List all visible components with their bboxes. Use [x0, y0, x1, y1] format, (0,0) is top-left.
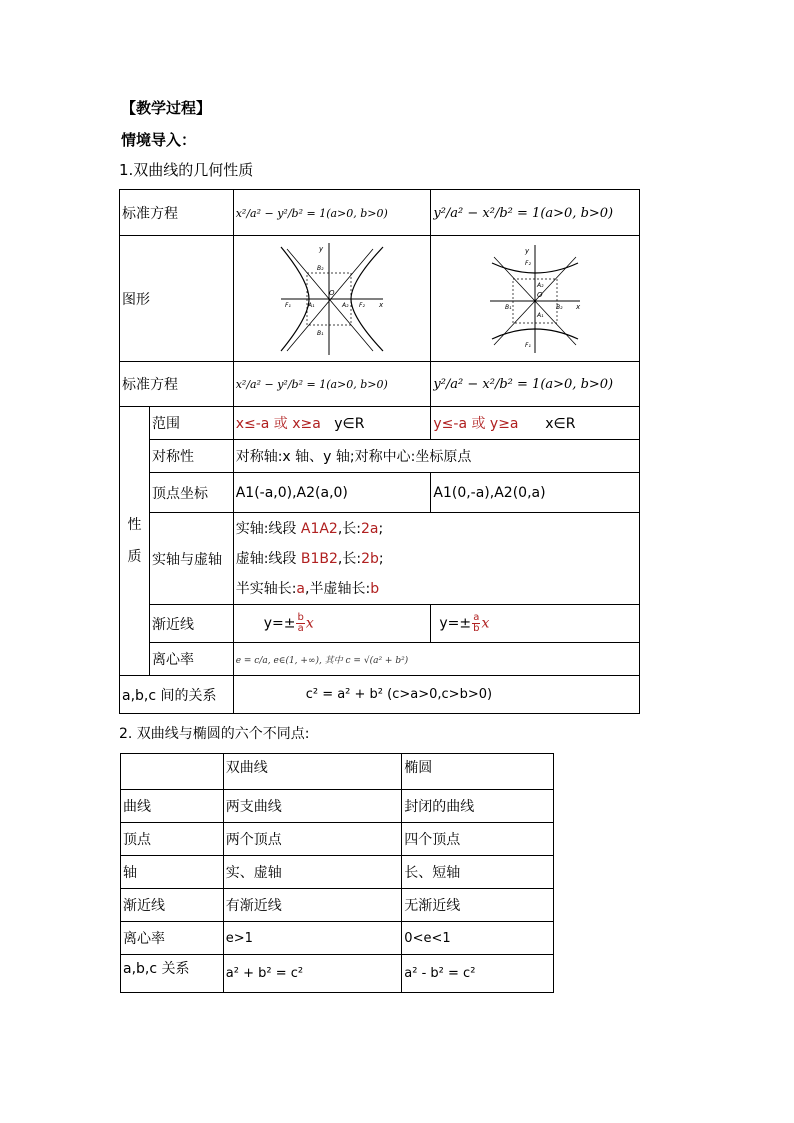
- table-row: [121, 889, 554, 922]
- table-row: [121, 955, 554, 993]
- range-label: 范围: [149, 407, 233, 440]
- row-label: a,b,c 关系: [121, 955, 224, 993]
- hyperbola-cell: 实、虚轴: [223, 856, 402, 889]
- sym-value: 对称轴:x 轴、y 轴;对称中心:坐标原点: [233, 440, 639, 473]
- eq-right: y²/a² − x²/b² = 1(a>0, b>0): [431, 190, 640, 236]
- graph-left-cell: [233, 236, 431, 362]
- asym-right: y=± $\frac{a}{b}$ x: [431, 605, 640, 643]
- std-eq-label: 标准方程: [120, 190, 234, 236]
- row-label: 离心率: [121, 922, 224, 955]
- row-label: 曲线: [121, 790, 224, 823]
- hyperbola-cell: 两支曲线: [223, 790, 402, 823]
- hyperbola-graph-y: [488, 243, 582, 355]
- imag-axis-line: 虚轴:线段 B1B2,长:2b;: [235, 550, 384, 567]
- graph-label-a2: A₂: [537, 281, 544, 289]
- hyperbola-cell: 两个顶点: [223, 823, 402, 856]
- eq-left: x²/a² − y²/b² = 1(a>0, b>0): [233, 190, 431, 236]
- graph-label-b2: B₂: [317, 264, 324, 272]
- section-title: 【教学过程】: [121, 99, 212, 117]
- axis-label: 实轴与虚轴: [149, 513, 233, 605]
- sym-label: 对称性: [149, 440, 233, 473]
- hyperbola-properties-table: [119, 189, 640, 714]
- graph-label-o: O: [537, 290, 543, 299]
- range-left: x≤-a 或 x≥a y∈R: [233, 407, 431, 440]
- hyperbola-ellipse-comparison-table: [120, 753, 554, 993]
- graph-label-f2: F₂: [359, 301, 365, 309]
- graph-label-a1: A₁: [308, 301, 315, 309]
- graph-label-f1: F₁: [285, 301, 291, 309]
- row-label: 轴: [121, 856, 224, 889]
- graph-label-y: y: [319, 244, 324, 253]
- table-row: [121, 823, 554, 856]
- table-row: [121, 922, 554, 955]
- hyperbola-cell: 有渐近线: [223, 889, 402, 922]
- ecc-label: 离心率: [149, 643, 233, 676]
- graph-label-b1: B₁: [505, 303, 512, 311]
- graph-label-b2: B₂: [556, 303, 563, 311]
- vertex-left: A1(-a,0),A2(a,0): [233, 473, 431, 513]
- props-label: 性 质: [120, 407, 150, 676]
- range-right: y≤-a 或 y≥a x∈R: [431, 407, 640, 440]
- asym-label: 渐近线: [149, 605, 233, 643]
- graph-label-a2: A₂: [342, 301, 349, 309]
- graph-label-x: x: [576, 302, 581, 311]
- row-label: 顶点: [121, 823, 224, 856]
- header-ellipse: 椭圆: [402, 754, 554, 790]
- semi-axis-line: 半实轴长:a,半虚轴长:b: [235, 580, 380, 597]
- graph-label-x: x: [379, 300, 384, 309]
- header-hyperbola: 双曲线: [223, 754, 402, 790]
- graph-right-cell: [431, 236, 640, 362]
- graph-label-a1: A₁: [537, 311, 544, 319]
- graph-label-f1: F₁: [525, 341, 532, 349]
- ellipse-cell: 无渐近线: [402, 889, 554, 922]
- relation-label: a,b,c 间的关系: [120, 676, 234, 714]
- row-label: 渐近线: [121, 889, 224, 922]
- hyperbola-cell: e>1: [223, 922, 402, 955]
- ecc-value: e = c/a, e∈(1, +∞), 其中 c = √(a² + b²): [233, 643, 639, 676]
- ellipse-cell: a² - b² = c²: [402, 955, 554, 993]
- graph-label-f2: F₂: [525, 259, 532, 267]
- graph-label-y: y: [525, 246, 530, 255]
- eq-left-2: x²/a² − y²/b² = 1(a>0, b>0): [233, 362, 431, 407]
- vertex-right: A1(0,-a),A2(0,a): [431, 473, 640, 513]
- intro-heading: 情境导入：: [121, 131, 197, 149]
- item1-title: 1.双曲线的几何性质: [119, 161, 254, 179]
- relation-value: c² = a² + b² (c>a>0,c>b>0): [233, 676, 639, 714]
- header-empty: [121, 754, 224, 790]
- vertex-label: 顶点坐标: [149, 473, 233, 513]
- hyperbola-cell: a² + b² = c²: [223, 955, 402, 993]
- item2-title: 2. 双曲线与椭圆的六个不同点:: [119, 726, 310, 742]
- std-eq-label-2: 标准方程: [120, 362, 234, 407]
- table-row: [121, 790, 554, 823]
- graph-label: 图形: [120, 236, 234, 362]
- table-row: [121, 856, 554, 889]
- real-axis-line: 实轴:线段 A1A2,长:2a;: [235, 520, 384, 537]
- ellipse-cell: 四个顶点: [402, 823, 554, 856]
- axis-values: [233, 513, 639, 605]
- asym-left: y=± $\frac{b}{a}$ x: [233, 605, 431, 643]
- ellipse-cell: 封闭的曲线: [402, 790, 554, 823]
- eq-right-2: y²/a² − x²/b² = 1(a>0, b>0): [431, 362, 640, 407]
- graph-label-b1: B₁: [317, 329, 324, 337]
- hyperbola-graph-x: [279, 241, 385, 357]
- graph-label-o: O: [329, 288, 335, 297]
- ellipse-cell: 长、短轴: [402, 856, 554, 889]
- ellipse-cell: 0<e<1: [402, 922, 554, 955]
